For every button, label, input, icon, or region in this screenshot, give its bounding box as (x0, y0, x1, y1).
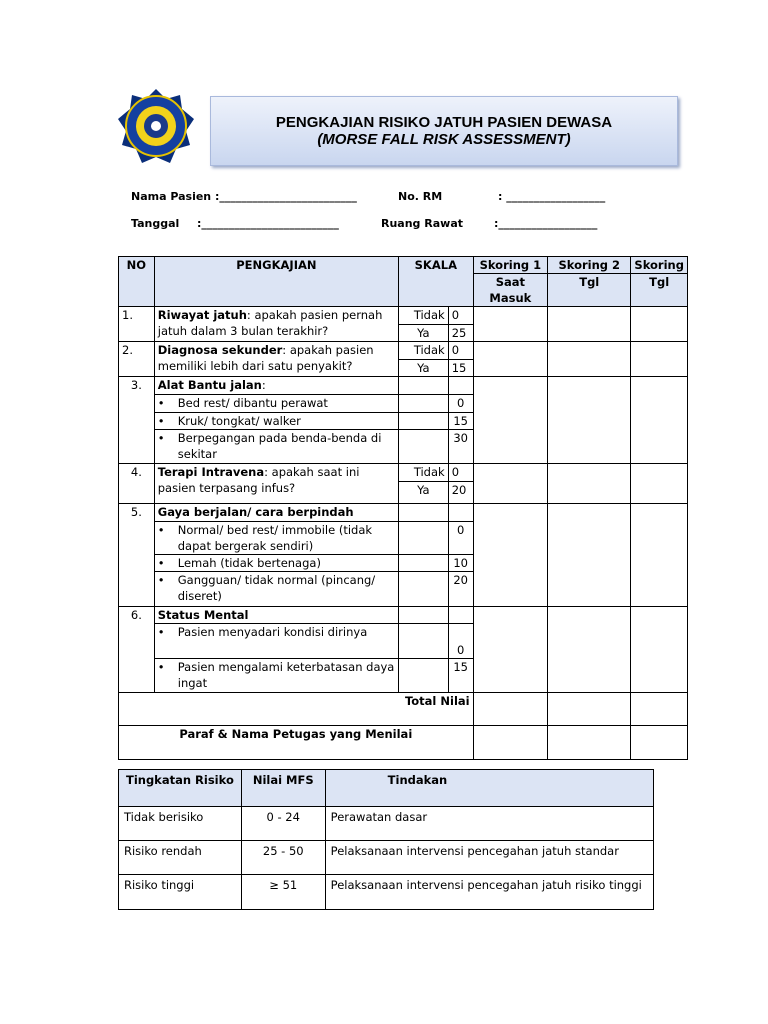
col-tgl3-header: Tgl (631, 274, 688, 307)
ruang-rawat-field[interactable]: :__________________ (494, 217, 598, 230)
item6-score3-cell[interactable] (631, 607, 688, 693)
item2-score3-cell[interactable] (631, 342, 688, 377)
risk-row (119, 875, 654, 910)
item6-title: Status Mental (154, 607, 398, 624)
item3-opt1: • Bed rest/ dibantu perawat (154, 395, 398, 413)
item3-score1-cell[interactable] (473, 377, 548, 464)
risk-row-nilai: 25 - 50 (241, 841, 325, 875)
risk-row (119, 807, 654, 841)
item5-score3-cell[interactable] (631, 504, 688, 607)
item4-score3-cell[interactable] (631, 464, 688, 504)
item1-no: 1. (119, 307, 155, 342)
item1-val1: 0 (448, 307, 473, 325)
item4-opt1: Tidak (399, 464, 449, 482)
item3-score2-cell[interactable] (548, 377, 631, 464)
item3-val3: 30 (448, 430, 473, 464)
item4-score2-cell[interactable] (548, 464, 631, 504)
risk-level-table (118, 769, 654, 910)
item1-score1-cell[interactable] (473, 307, 548, 342)
risk-row-nilai: ≥ 51 (241, 875, 325, 910)
risk-header-tingkat: Tingkatan Risiko (119, 770, 242, 807)
item5-title: Gaya berjalan/ cara berpindah (154, 504, 398, 522)
total-score3-cell[interactable] (631, 693, 688, 726)
page-title: PENGKAJIAN RISIKO JATUH PASIEN DEWASA (275, 114, 613, 131)
col-skoring1-header: Skoring 1 (473, 257, 548, 274)
item2-question: Diagnosa sekunder: apakah pasien memiliki lebih dari satu penyakit? (154, 342, 398, 377)
item2-opt2: Ya (399, 360, 449, 377)
risk-header-tindakan: Tindakan (325, 770, 653, 807)
risk-row-nilai: 0 - 24 (241, 807, 325, 841)
nama-pasien-field[interactable]: Nama Pasien :_________________________ (131, 190, 357, 203)
item1-opt2: Ya (399, 325, 449, 342)
risk-row-tingkat: Tidak berisiko (119, 807, 242, 841)
col-no-header: NO (119, 257, 155, 307)
item5-val2: 10 (448, 555, 473, 572)
col-saat-masuk-header: Saat Masuk (473, 274, 548, 307)
col-tgl2-header: Tgl (548, 274, 631, 307)
item4-opt2: Ya (399, 482, 449, 504)
university-logo (116, 87, 196, 167)
item1-score3-cell[interactable] (631, 307, 688, 342)
col-skoring3-header: Skoring (631, 257, 688, 274)
item1-val2: 25 (448, 325, 473, 342)
risk-row-tindakan: Pelaksanaan intervensi pencegahan jatuh risiko tinggi (325, 875, 653, 910)
item1-question: Riwayat jatuh: apakah pasien pernah jatuh dalam 3 bulan terakhir? (154, 307, 398, 342)
risk-row-tingkat: Risiko rendah (119, 841, 242, 875)
item3-score3-cell[interactable] (631, 377, 688, 464)
item3-val2: 15 (448, 413, 473, 430)
item5-score1-cell[interactable] (473, 504, 548, 607)
item2-score1-cell[interactable] (473, 342, 548, 377)
item4-val1: 0 (448, 464, 473, 482)
no-rm-label: No. RM (398, 190, 443, 203)
paraf-cell-2[interactable] (548, 726, 631, 760)
item2-opt1: Tidak (399, 342, 449, 360)
item3-no: 3. (119, 377, 155, 464)
item4-score1-cell[interactable] (473, 464, 548, 504)
total-score2-cell[interactable] (548, 693, 631, 726)
risk-row-tingkat: Risiko tinggi (119, 875, 242, 910)
item6-score2-cell[interactable] (548, 607, 631, 693)
item3-title: Alat Bantu jalan: (154, 377, 398, 395)
item4-val2: 20 (448, 482, 473, 504)
item6-opt1: • Pasien menyadari kondisi dirinya (154, 624, 398, 659)
item5-no: 5. (119, 504, 155, 607)
paraf-cell-3[interactable] (631, 726, 688, 760)
item6-score1-cell[interactable] (473, 607, 548, 693)
item2-val1: 0 (448, 342, 473, 360)
no-rm-field[interactable]: : __________________ (498, 190, 606, 203)
item5-opt3: • Gangguan/ tidak normal (pincang/ diseret) (154, 572, 398, 607)
item5-opt1: • Normal/ bed rest/ immobile (tidak dapat bergerak sendiri) (154, 522, 398, 555)
col-pengkajian-header: PENGKAJIAN (154, 257, 398, 307)
item3-opt2: • Kruk/ tongkat/ walker (154, 413, 398, 430)
paraf-label: Paraf & Nama Petugas yang Menilai (119, 726, 474, 760)
assessment-table (118, 256, 688, 760)
item6-opt2: • Pasien mengalami keterbatasan daya ingat (154, 659, 398, 693)
item6-val2: 15 (448, 659, 473, 693)
risk-row-tindakan: Pelaksanaan intervensi pencegahan jatuh standar (325, 841, 653, 875)
item4-no: 4. (119, 464, 155, 504)
item3-val1: 0 (448, 395, 473, 413)
item3-opt3: • Berpegangan pada benda-benda di sekitar (154, 430, 398, 464)
title-box (210, 96, 678, 166)
item5-val3: 20 (448, 572, 473, 607)
item5-opt2: • Lemah (tidak bertenaga) (154, 555, 398, 572)
tanggal-label: Tanggal (131, 217, 180, 230)
item2-no: 2. (119, 342, 155, 377)
tanggal-field[interactable]: :_________________________ (197, 217, 339, 230)
risk-row-tindakan: Perawatan dasar (325, 807, 653, 841)
page-subtitle: (MORSE FALL RISK ASSESSMENT) (317, 131, 571, 148)
item2-score2-cell[interactable] (548, 342, 631, 377)
total-score1-cell[interactable] (473, 693, 548, 726)
risk-row (119, 841, 654, 875)
item4-question: Terapi Intravena: apakah saat ini pasien terpasang infus? (154, 464, 398, 504)
item6-val1: 0 (448, 624, 473, 659)
item5-val1: 0 (448, 522, 473, 555)
col-skala-header: SKALA (399, 257, 474, 307)
ruang-rawat-label: Ruang Rawat (381, 217, 463, 230)
item1-opt1: Tidak (399, 307, 449, 325)
col-skoring2-header: Skoring 2 (548, 257, 631, 274)
item2-val2: 15 (448, 360, 473, 377)
item6-no: 6. (119, 607, 155, 693)
item1-score2-cell[interactable] (548, 307, 631, 342)
risk-header-nilai: Nilai MFS (241, 770, 325, 807)
item5-score2-cell[interactable] (548, 504, 631, 607)
paraf-cell-1[interactable] (473, 726, 548, 760)
total-nilai-label: Total Nilai (119, 693, 474, 726)
